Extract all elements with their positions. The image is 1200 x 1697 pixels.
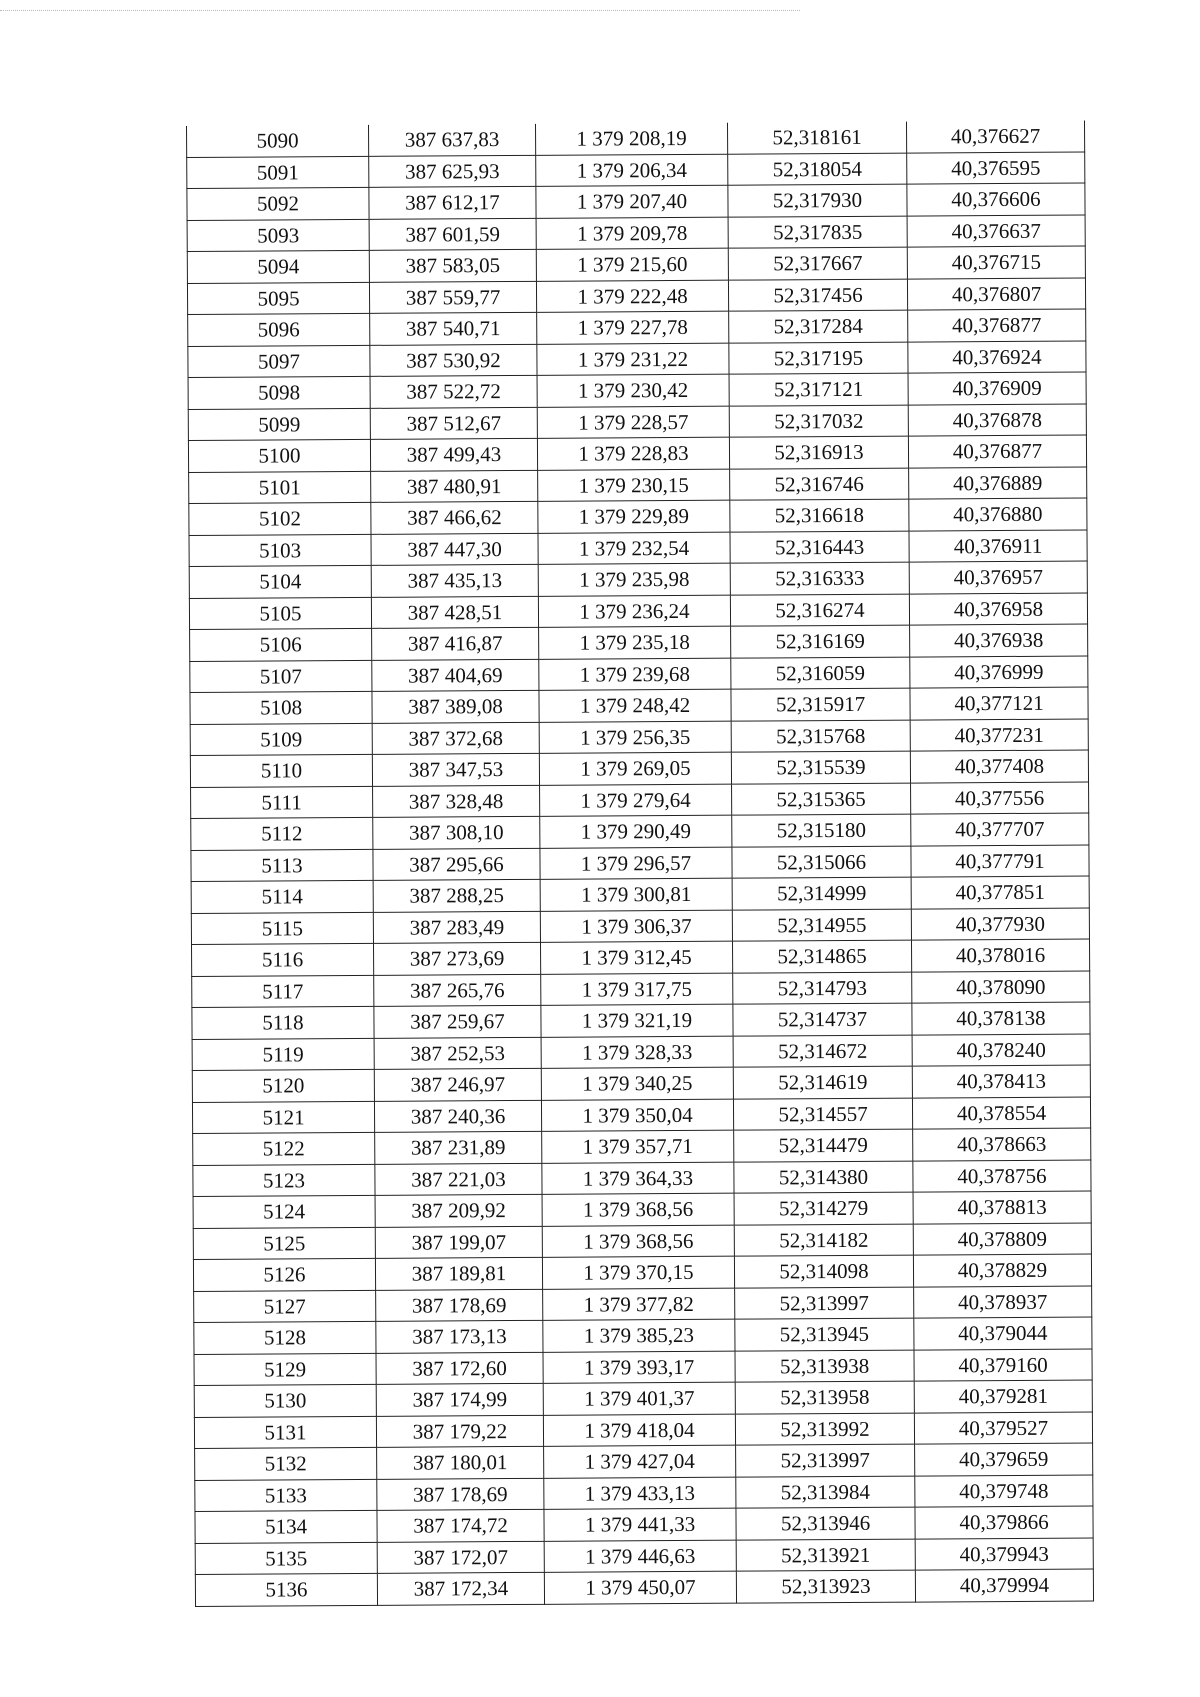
- longitude-cell: 40,376637: [907, 215, 1085, 248]
- latitude-cell: 52,314479: [734, 1129, 913, 1162]
- latitude-cell: 52,314793: [733, 972, 912, 1005]
- x-coordinate-cell: 387 189,81: [375, 1257, 542, 1290]
- point-number-cell: 5134: [195, 1510, 377, 1543]
- y-coordinate-cell: 1 379 231,22: [537, 343, 729, 376]
- latitude-cell: 52,317032: [729, 405, 908, 438]
- y-coordinate-cell: 1 379 340,25: [541, 1067, 733, 1100]
- x-coordinate-cell: 387 601,59: [369, 218, 536, 251]
- point-number-cell: 5102: [189, 502, 371, 535]
- x-coordinate-cell: 387 435,13: [371, 564, 538, 597]
- longitude-cell: 40,378138: [912, 1002, 1090, 1035]
- point-number-cell: 5111: [191, 786, 373, 819]
- longitude-cell: 40,377231: [910, 719, 1088, 752]
- x-coordinate-cell: 387 174,72: [377, 1509, 544, 1542]
- point-number-cell: 5091: [187, 156, 369, 189]
- point-number-cell: 5132: [195, 1447, 377, 1480]
- y-coordinate-cell: 1 379 427,04: [544, 1445, 736, 1478]
- x-coordinate-cell: 387 240,36: [374, 1100, 541, 1133]
- point-number-cell: 5125: [193, 1227, 375, 1260]
- x-coordinate-cell: 387 637,83: [368, 124, 535, 156]
- point-number-cell: 5116: [191, 943, 373, 976]
- longitude-cell: 40,378554: [912, 1096, 1090, 1129]
- point-number-cell: 5114: [191, 880, 373, 913]
- longitude-cell: 40,376627: [906, 121, 1084, 153]
- longitude-cell: 40,379748: [915, 1474, 1093, 1507]
- x-coordinate-cell: 387 612,17: [369, 186, 536, 219]
- latitude-cell: 52,315365: [732, 783, 911, 816]
- latitude-cell: 52,313946: [736, 1507, 915, 1540]
- latitude-cell: 52,315066: [732, 846, 911, 879]
- x-coordinate-cell: 387 559,77: [369, 281, 536, 314]
- point-number-cell: 5128: [194, 1321, 376, 1354]
- y-coordinate-cell: 1 379 229,89: [538, 500, 730, 533]
- x-coordinate-cell: 387 221,03: [375, 1163, 542, 1196]
- latitude-cell: 52,316169: [731, 625, 910, 658]
- y-coordinate-cell: 1 379 446,63: [544, 1540, 736, 1573]
- latitude-cell: 52,316443: [730, 531, 909, 564]
- point-number-cell: 5096: [188, 313, 370, 346]
- longitude-cell: 40,376911: [909, 530, 1087, 563]
- x-coordinate-cell: 387 173,13: [376, 1320, 543, 1353]
- x-coordinate-cell: 387 199,07: [375, 1226, 542, 1259]
- latitude-cell: 52,313923: [736, 1570, 915, 1603]
- x-coordinate-cell: 387 522,72: [370, 375, 537, 408]
- longitude-cell: 40,378413: [912, 1065, 1090, 1098]
- y-coordinate-cell: 1 379 401,37: [543, 1382, 735, 1415]
- latitude-cell: 52,316333: [730, 562, 909, 595]
- latitude-cell: 52,313945: [735, 1318, 914, 1351]
- longitude-cell: 40,377930: [911, 907, 1089, 940]
- y-coordinate-cell: 1 379 368,56: [542, 1225, 734, 1258]
- longitude-cell: 40,379994: [915, 1569, 1093, 1602]
- point-number-cell: 5121: [192, 1101, 374, 1134]
- x-coordinate-cell: 387 625,93: [369, 155, 536, 188]
- scan-edge-line: [0, 10, 800, 11]
- point-number-cell: 5120: [192, 1069, 374, 1102]
- point-number-cell: 5098: [188, 376, 370, 409]
- coordinates-table-body: [186, 121, 1093, 1606]
- latitude-cell: 52,316059: [731, 657, 910, 690]
- point-number-cell: 5093: [187, 219, 369, 252]
- point-number-cell: 5117: [192, 975, 374, 1008]
- point-number-cell: 5123: [193, 1164, 375, 1197]
- point-number-cell: 5095: [187, 282, 369, 315]
- point-number-cell: 5110: [190, 754, 372, 787]
- longitude-cell: 40,378756: [913, 1159, 1091, 1192]
- y-coordinate-cell: 1 379 228,57: [537, 406, 729, 439]
- x-coordinate-cell: 387 404,69: [372, 659, 539, 692]
- x-coordinate-cell: 387 178,69: [376, 1289, 543, 1322]
- point-number-cell: 5127: [194, 1290, 376, 1323]
- latitude-cell: 52,315917: [731, 688, 910, 721]
- y-coordinate-cell: 1 379 239,68: [539, 658, 731, 691]
- point-number-cell: 5099: [188, 408, 370, 441]
- latitude-cell: 52,314955: [732, 909, 911, 942]
- latitude-cell: 52,315768: [731, 720, 910, 753]
- y-coordinate-cell: 1 379 232,54: [538, 532, 730, 565]
- point-number-cell: 5090: [186, 125, 368, 157]
- latitude-cell: 52,313921: [736, 1539, 915, 1572]
- point-number-cell: 5109: [190, 723, 372, 756]
- point-number-cell: 5119: [192, 1038, 374, 1071]
- latitude-cell: 52,317284: [729, 310, 908, 343]
- longitude-cell: 40,376807: [907, 278, 1085, 311]
- x-coordinate-cell: 387 372,68: [372, 722, 539, 755]
- point-number-cell: 5108: [190, 691, 372, 724]
- longitude-cell: 40,376595: [907, 152, 1085, 185]
- coordinates-table: [186, 121, 1094, 1607]
- point-number-cell: 5129: [194, 1353, 376, 1386]
- y-coordinate-cell: 1 379 208,19: [535, 123, 727, 155]
- y-coordinate-cell: 1 379 441,33: [544, 1508, 736, 1541]
- y-coordinate-cell: 1 379 215,60: [536, 248, 728, 281]
- point-number-cell: 5100: [188, 439, 370, 472]
- x-coordinate-cell: 387 416,87: [372, 627, 539, 660]
- longitude-cell: 40,379527: [914, 1411, 1092, 1444]
- x-coordinate-cell: 387 540,71: [370, 312, 537, 345]
- latitude-cell: 52,316618: [730, 499, 909, 532]
- latitude-cell: 52,314380: [734, 1161, 913, 1194]
- longitude-cell: 40,378829: [913, 1254, 1091, 1287]
- latitude-cell: 52,315539: [731, 751, 910, 784]
- latitude-cell: 52,314098: [734, 1255, 913, 1288]
- y-coordinate-cell: 1 379 248,42: [539, 689, 731, 722]
- x-coordinate-cell: 387 273,69: [373, 942, 540, 975]
- point-number-cell: 5133: [195, 1479, 377, 1512]
- x-coordinate-cell: 387 428,51: [371, 596, 538, 629]
- longitude-cell: 40,378663: [913, 1128, 1091, 1161]
- x-coordinate-cell: 387 231,89: [375, 1131, 542, 1164]
- point-number-cell: 5101: [189, 471, 371, 504]
- y-coordinate-cell: 1 379 269,05: [539, 752, 731, 785]
- latitude-cell: 52,317456: [728, 279, 907, 312]
- x-coordinate-cell: 387 480,91: [371, 470, 538, 503]
- longitude-cell: 40,379044: [914, 1317, 1092, 1350]
- point-number-cell: 5106: [190, 628, 372, 661]
- latitude-cell: 52,317835: [728, 216, 907, 249]
- latitude-cell: 52,314865: [732, 940, 911, 973]
- x-coordinate-cell: 387 295,66: [373, 848, 540, 881]
- latitude-cell: 52,317667: [728, 247, 907, 280]
- point-number-cell: 5094: [187, 250, 369, 283]
- point-number-cell: 5115: [191, 912, 373, 945]
- point-number-cell: 5135: [195, 1542, 377, 1575]
- y-coordinate-cell: 1 379 207,40: [536, 185, 728, 218]
- longitude-cell: 40,376938: [910, 624, 1088, 657]
- longitude-cell: 40,379943: [915, 1537, 1093, 1570]
- latitude-cell: 52,314279: [734, 1192, 913, 1225]
- x-coordinate-cell: 387 259,67: [374, 1005, 541, 1038]
- latitude-cell: 52,314672: [733, 1035, 912, 1068]
- latitude-cell: 52,313938: [735, 1350, 914, 1383]
- x-coordinate-cell: 387 308,10: [373, 816, 540, 849]
- point-number-cell: 5118: [192, 1006, 374, 1039]
- y-coordinate-cell: 1 379 377,82: [543, 1288, 735, 1321]
- latitude-cell: 52,317121: [729, 373, 908, 406]
- y-coordinate-cell: 1 379 370,15: [542, 1256, 734, 1289]
- x-coordinate-cell: 387 172,34: [377, 1572, 544, 1605]
- longitude-cell: 40,379659: [915, 1443, 1093, 1476]
- longitude-cell: 40,379866: [915, 1506, 1093, 1539]
- y-coordinate-cell: 1 379 235,98: [538, 563, 730, 596]
- latitude-cell: 52,318161: [727, 122, 906, 154]
- longitude-cell: 40,376877: [908, 435, 1086, 468]
- x-coordinate-cell: 387 512,67: [370, 407, 537, 440]
- longitude-cell: 40,378937: [914, 1285, 1092, 1318]
- latitude-cell: 52,314737: [733, 1003, 912, 1036]
- x-coordinate-cell: 387 583,05: [369, 249, 536, 282]
- y-coordinate-cell: 1 379 368,56: [542, 1193, 734, 1226]
- y-coordinate-cell: 1 379 296,57: [540, 847, 732, 880]
- latitude-cell: 52,313992: [735, 1413, 914, 1446]
- x-coordinate-cell: 387 389,08: [372, 690, 539, 723]
- latitude-cell: 52,313984: [736, 1476, 915, 1509]
- x-coordinate-cell: 387 288,25: [373, 879, 540, 912]
- latitude-cell: 52,316746: [730, 468, 909, 501]
- longitude-cell: 40,377851: [911, 876, 1089, 909]
- y-coordinate-cell: 1 379 418,04: [543, 1414, 735, 1447]
- y-coordinate-cell: 1 379 306,37: [540, 910, 732, 943]
- x-coordinate-cell: 387 178,69: [377, 1478, 544, 1511]
- y-coordinate-cell: 1 379 230,42: [537, 374, 729, 407]
- y-coordinate-cell: 1 379 236,24: [538, 595, 730, 628]
- latitude-cell: 52,313958: [735, 1381, 914, 1414]
- point-number-cell: 5104: [189, 565, 371, 598]
- table-row: [195, 1569, 1093, 1606]
- y-coordinate-cell: 1 379 290,49: [540, 815, 732, 848]
- y-coordinate-cell: 1 379 433,13: [544, 1477, 736, 1510]
- y-coordinate-cell: 1 379 222,48: [536, 280, 728, 313]
- longitude-cell: 40,377556: [911, 781, 1089, 814]
- longitude-cell: 40,378809: [913, 1222, 1091, 1255]
- x-coordinate-cell: 387 174,99: [376, 1383, 543, 1416]
- point-number-cell: 5126: [193, 1258, 375, 1291]
- y-coordinate-cell: 1 379 227,78: [537, 311, 729, 344]
- x-coordinate-cell: 387 347,53: [372, 753, 539, 786]
- longitude-cell: 40,377791: [911, 844, 1089, 877]
- longitude-cell: 40,376889: [909, 467, 1087, 500]
- y-coordinate-cell: 1 379 230,15: [538, 469, 730, 502]
- latitude-cell: 52,317930: [728, 184, 907, 217]
- latitude-cell: 52,314182: [734, 1224, 913, 1257]
- x-coordinate-cell: 387 172,60: [376, 1352, 543, 1385]
- point-number-cell: 5136: [195, 1573, 377, 1606]
- x-coordinate-cell: 387 466,62: [371, 501, 538, 534]
- point-number-cell: 5113: [191, 849, 373, 882]
- longitude-cell: 40,376909: [908, 372, 1086, 405]
- latitude-cell: 52,315180: [732, 814, 911, 847]
- point-number-cell: 5092: [187, 187, 369, 220]
- latitude-cell: 52,316913: [729, 436, 908, 469]
- longitude-cell: 40,376606: [907, 183, 1085, 216]
- longitude-cell: 40,376957: [909, 561, 1087, 594]
- longitude-cell: 40,376880: [909, 498, 1087, 531]
- x-coordinate-cell: 387 209,92: [375, 1194, 542, 1227]
- longitude-cell: 40,378813: [913, 1191, 1091, 1224]
- y-coordinate-cell: 1 379 279,64: [540, 784, 732, 817]
- latitude-cell: 52,316274: [730, 594, 909, 627]
- point-number-cell: 5112: [191, 817, 373, 850]
- x-coordinate-cell: 387 180,01: [377, 1446, 544, 1479]
- x-coordinate-cell: 387 172,07: [377, 1541, 544, 1574]
- longitude-cell: 40,378016: [911, 939, 1089, 972]
- latitude-cell: 52,313997: [736, 1444, 915, 1477]
- longitude-cell: 40,377707: [911, 813, 1089, 846]
- longitude-cell: 40,376877: [908, 309, 1086, 342]
- longitude-cell: 40,376958: [909, 593, 1087, 626]
- x-coordinate-cell: 387 328,48: [373, 785, 540, 818]
- point-number-cell: 5103: [189, 534, 371, 567]
- y-coordinate-cell: 1 379 235,18: [539, 626, 731, 659]
- longitude-cell: 40,379281: [914, 1380, 1092, 1413]
- point-number-cell: 5097: [188, 345, 370, 378]
- x-coordinate-cell: 387 530,92: [370, 344, 537, 377]
- longitude-cell: 40,379160: [914, 1348, 1092, 1381]
- y-coordinate-cell: 1 379 300,81: [540, 878, 732, 911]
- y-coordinate-cell: 1 379 206,34: [536, 154, 728, 187]
- y-coordinate-cell: 1 379 393,17: [543, 1351, 735, 1384]
- y-coordinate-cell: 1 379 385,23: [543, 1319, 735, 1352]
- x-coordinate-cell: 387 499,43: [370, 438, 537, 471]
- point-number-cell: 5124: [193, 1195, 375, 1228]
- point-number-cell: 5105: [189, 597, 371, 630]
- longitude-cell: 40,378240: [912, 1033, 1090, 1066]
- longitude-cell: 40,378090: [912, 970, 1090, 1003]
- y-coordinate-cell: 1 379 450,07: [544, 1571, 736, 1604]
- y-coordinate-cell: 1 379 357,71: [542, 1130, 734, 1163]
- y-coordinate-cell: 1 379 209,78: [536, 217, 728, 250]
- y-coordinate-cell: 1 379 256,35: [539, 721, 731, 754]
- y-coordinate-cell: 1 379 328,33: [541, 1036, 733, 1069]
- point-number-cell: 5130: [194, 1384, 376, 1417]
- longitude-cell: 40,376999: [910, 656, 1088, 689]
- latitude-cell: 52,318054: [728, 153, 907, 186]
- point-number-cell: 5107: [190, 660, 372, 693]
- y-coordinate-cell: 1 379 364,33: [542, 1162, 734, 1195]
- longitude-cell: 40,376924: [908, 341, 1086, 374]
- y-coordinate-cell: 1 379 350,04: [541, 1099, 733, 1132]
- longitude-cell: 40,377408: [910, 750, 1088, 783]
- longitude-cell: 40,376715: [907, 246, 1085, 279]
- latitude-cell: 52,314619: [733, 1066, 912, 1099]
- x-coordinate-cell: 387 252,53: [374, 1037, 541, 1070]
- point-number-cell: 5122: [193, 1132, 375, 1165]
- x-coordinate-cell: 387 179,22: [376, 1415, 543, 1448]
- y-coordinate-cell: 1 379 317,75: [541, 973, 733, 1006]
- latitude-cell: 52,313997: [735, 1287, 914, 1320]
- x-coordinate-cell: 387 283,49: [373, 911, 540, 944]
- latitude-cell: 52,317195: [729, 342, 908, 375]
- latitude-cell: 52,314999: [732, 877, 911, 910]
- x-coordinate-cell: 387 265,76: [374, 974, 541, 1007]
- latitude-cell: 52,314557: [733, 1098, 912, 1131]
- x-coordinate-cell: 387 447,30: [371, 533, 538, 566]
- longitude-cell: 40,377121: [910, 687, 1088, 720]
- longitude-cell: 40,376878: [908, 404, 1086, 437]
- point-number-cell: 5131: [194, 1416, 376, 1449]
- y-coordinate-cell: 1 379 312,45: [540, 941, 732, 974]
- y-coordinate-cell: 1 379 321,19: [541, 1004, 733, 1037]
- x-coordinate-cell: 387 246,97: [374, 1068, 541, 1101]
- y-coordinate-cell: 1 379 228,83: [537, 437, 729, 470]
